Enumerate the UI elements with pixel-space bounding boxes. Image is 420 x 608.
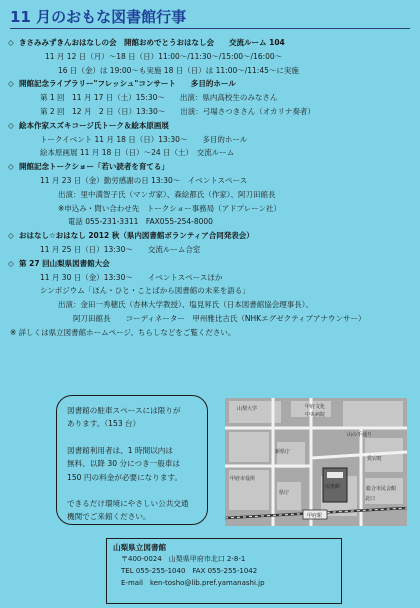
- event-detail: 出演：里中満智子氏（マンガ家）、森絵都氏（作家）、阿刀田館長: [58, 189, 276, 199]
- event-heading: [8, 119, 416, 133]
- event-heading-text: おはなし☆おはなし 2012 秋（県内図書館ボランティア合同発表会）: [19, 231, 254, 241]
- map-label: 甲府文化: [305, 404, 326, 410]
- event-detail: 16 日（金）は 19:00～も実施 18 日（日）は 11:00～/11:45～に実施: [58, 65, 299, 75]
- event-detail: 11 月 30 日（金）13:30～ イベントスペースほか: [40, 272, 223, 282]
- parking-line: 図書館の駐車スペースには限りが: [67, 406, 181, 415]
- map-label: 新県庁: [275, 449, 291, 455]
- map-label: 中央病院: [305, 412, 326, 418]
- map-label: 愛宕町: [367, 456, 383, 462]
- event-detail: 電話 055-231-3311 FAX055-254-8000: [58, 217, 213, 227]
- event-detail: トークイベント 11 月 18 日（日）13:30～ 多目的ホール: [40, 134, 248, 144]
- map-label: 甲府市役所: [230, 476, 256, 482]
- parking-notice-box: [56, 395, 208, 525]
- event-detail: 第 1 回 11 月 17 日（土）15:30～ 出演：県内高校生のみなさん: [40, 93, 278, 103]
- event-list: [8, 36, 416, 340]
- event-heading-text: 絵本作家スズキコージ氏トーク＆絵本原画展: [19, 120, 169, 130]
- event-heading-text: 第 27 回山梨県図書館大会: [19, 258, 110, 268]
- title-divider: [10, 28, 410, 29]
- event-detail: 11 月 23 日（金）勤労感謝の日 13:30～ イベントスペース: [40, 175, 248, 185]
- map-label: 山梨大学: [237, 406, 258, 412]
- event-heading: [8, 229, 416, 243]
- map-label: 甲府駅: [307, 513, 323, 519]
- event-detail: 第 2 回 12 月 2 日（日）13:30～ 出演：弓場さつきさん（オカリナ奏者）: [40, 106, 315, 116]
- event-heading-text: 開館記念トークショー「若い読者を育てる」: [19, 162, 169, 172]
- parking-line: あります。（153 台）: [67, 419, 141, 429]
- event-detail: ※申込み・問い合わせ先 トークショー事務局（アドプレーン社）: [58, 203, 281, 213]
- map-label: 図書館: [325, 484, 341, 490]
- diamond-bullet-icon: ◇: [8, 38, 14, 47]
- parking-line: 図書館利用者は、1 時間以内は: [67, 445, 173, 455]
- diamond-bullet-icon: ◇: [8, 162, 14, 172]
- event-detail: 11 月 12 日（月）～18 日（日）11:00～/11:30～/15:00～/16:00～: [45, 51, 283, 61]
- diamond-bullet-icon: ◇: [8, 79, 14, 89]
- map-drawing: [225, 398, 407, 526]
- diamond-bullet-icon: ◇: [8, 120, 14, 130]
- email-address: E-mail ken-tosho@lib.pref.yamanashi.jp: [121, 579, 265, 587]
- event-detail: シンポジウム「ほん・ひと・ことばから図書館の未来を語る」: [40, 286, 250, 296]
- parking-line: 150 円の料金が必要になります。: [67, 472, 183, 482]
- event-detail: 11 月 25 日（日）13:30～ 交流ルーム合室: [40, 244, 201, 254]
- phone-fax: TEL 055-255-1040 FAX 055-255-1042: [121, 567, 258, 575]
- library-address-box: [106, 538, 342, 604]
- access-map: [225, 398, 407, 526]
- event-heading: [8, 160, 416, 174]
- map-label: 北口: [365, 496, 376, 502]
- diamond-bullet-icon: ◇: [8, 231, 14, 241]
- parking-line: できるだけ環境にやさしい公共交通: [67, 499, 189, 509]
- page-title: 11 月のおもな図書館行事: [10, 8, 187, 26]
- event-detail: 出演：金田一秀穂氏（杏林大学教授）、塩見昇氏（日本図書館協会理事長）、: [58, 300, 313, 310]
- library-name: 山梨県立図書館: [113, 543, 167, 552]
- postal-address: 〒400-0024 山梨県甲府市北口 2-8-1: [121, 555, 246, 563]
- event-heading: [8, 257, 416, 271]
- map-label: 山の手通り: [347, 432, 373, 438]
- event-heading: [8, 77, 416, 91]
- event-detail: 阿刀田館長 コーディネーター 甲州雅比古氏（NHKエグゼクティブアナウンサー）: [58, 313, 366, 323]
- event-detail: 絵本原画展 11 月 18 日（日）～24 日（土） 交流ルーム: [40, 148, 235, 158]
- header: [10, 6, 410, 26]
- map-label: 総合市民会館: [366, 486, 397, 492]
- event-heading-text: きさみみずきんおはなしの会 開館おめでとうおはなし会 交流ルーム 104: [19, 38, 285, 47]
- event-note: ※ 詳しくは県立図書館ホームページ、ちらしなどをご覧ください。: [10, 327, 236, 337]
- event-heading-text: 開館記念ライブラリー"フレッシュ"コンサート 多目的ホール: [19, 79, 236, 89]
- parking-line: 無料、以降 30 分につき一般車は: [67, 459, 181, 469]
- parking-line: 機関でご来館ください。: [67, 512, 151, 522]
- diamond-bullet-icon: ◇: [8, 258, 14, 268]
- map-label: 県庁: [279, 490, 290, 496]
- event-heading: [8, 36, 416, 50]
